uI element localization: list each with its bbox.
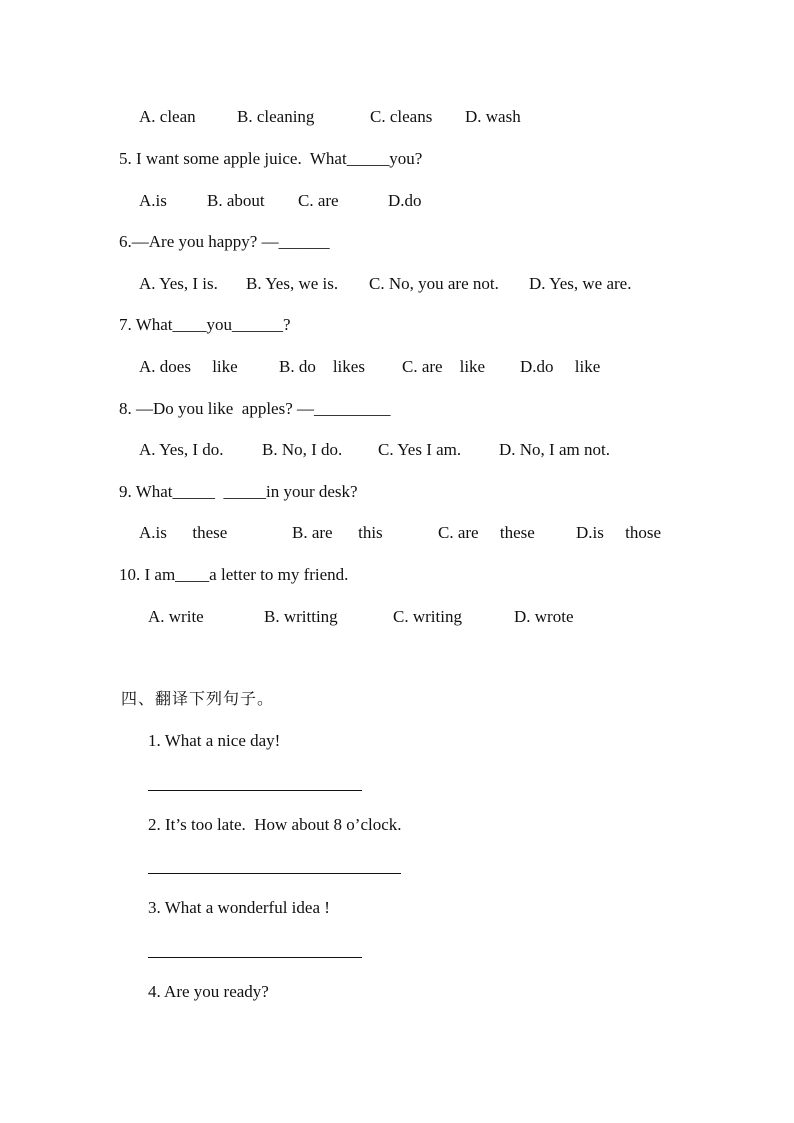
option-c: C. No, you are not. [369,274,499,293]
option-b: B. Yes, we is. [246,274,339,293]
option-b: B. cleaning [237,107,315,126]
option-c: C. are [298,191,339,210]
question-stem: 6.—Are you happy? —______ [119,232,330,251]
option-c: C. Yes I am. [378,440,462,459]
question-stem: 8. —Do you like apples? —_________ [119,399,391,418]
option-b: B. No, I do. [262,440,343,459]
option-b: B. do likes [279,357,365,376]
option-d: D.do like [520,357,601,376]
section-heading: 四、翻译下列句子。 [121,689,275,708]
question-stem: 7. What____you______? [119,315,291,334]
option-c: C. are these [438,523,535,542]
option-b: B. about [207,191,265,210]
question-stem: 10. I am____a letter to my friend. [119,565,349,584]
question-stem: 5. I want some apple juice. What_____you? [119,149,423,168]
option-c: C. cleans [370,107,433,126]
option-d: D. Yes, we are. [529,274,632,293]
option-b: B. are this [292,523,383,542]
option-a: A. Yes, I is. [139,274,218,293]
option-a: A.is [139,191,167,210]
translation-item-3: 3. What a wonderful idea ! [148,898,330,917]
translation-item-1: 1. What a nice day! [148,731,281,750]
answer-line-1[interactable] [148,790,362,791]
option-d: D. wash [465,107,521,126]
option-a: A. does like [139,357,238,376]
option-a: A. Yes, I do. [139,440,224,459]
translation-item-4: 4. Are you ready? [148,982,269,1001]
option-a: A. clean [139,107,196,126]
question-stem: 9. What_____ _____in your desk? [119,482,358,501]
option-a: A.is these [139,523,228,542]
answer-line-3[interactable] [148,957,362,958]
option-c: C. are like [402,357,486,376]
option-d: D. No, I am not. [499,440,610,459]
option-a: A. write [148,607,204,626]
option-b: B. writting [264,607,338,626]
option-c: C. writing [393,607,462,626]
answer-line-2[interactable] [148,873,401,874]
option-d: D.is those [576,523,661,542]
option-d: D. wrote [514,607,574,626]
option-d: D.do [388,191,422,210]
translation-item-2: 2. It’s too late. How about 8 o’clock. [148,815,402,834]
